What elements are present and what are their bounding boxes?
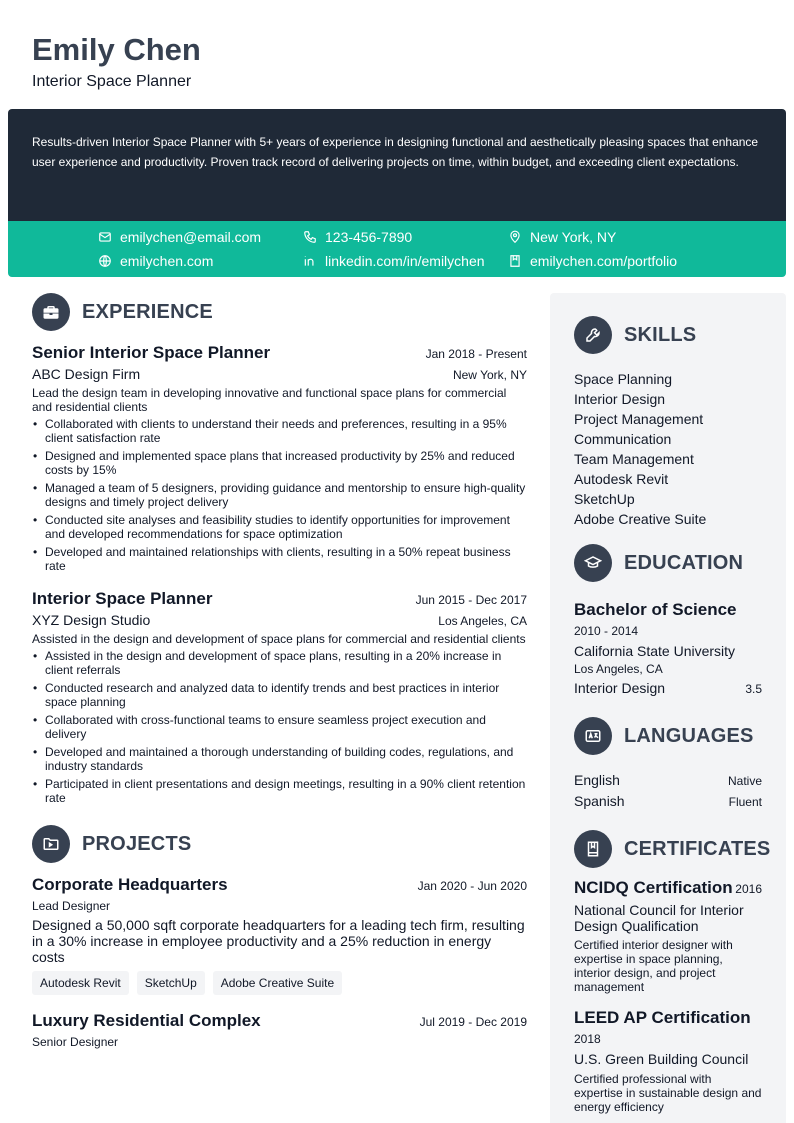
contact-email-text: emilychen@email.com (120, 229, 262, 245)
project-role: Lead Designer (32, 899, 111, 913)
experience-item (32, 589, 527, 805)
graduation-cap-icon (574, 544, 612, 582)
job-company: XYZ Design Studio (32, 612, 151, 628)
job-title: Senior Interior Space Planner (32, 343, 271, 362)
job-bullets (32, 417, 527, 573)
contact-location (508, 227, 616, 247)
education-gpa: 3.5 (745, 682, 762, 696)
education-school: California State University (574, 643, 736, 659)
skill-item: Team Management (574, 451, 694, 467)
summary-panel (8, 109, 786, 221)
project-dates: Jul 2019 - Dec 2019 (419, 1015, 527, 1029)
education-years: 2010 - 2014 (574, 624, 639, 638)
job-location: New York, NY (452, 368, 527, 382)
contact-phone[interactable] (303, 227, 412, 247)
certificate-item (574, 878, 762, 994)
sidebar-column (550, 293, 786, 1123)
education-section-header (574, 544, 762, 582)
project-description: Designed a 50,000 sqft corporate headquarters for a leading tech firm, resulting in a 30% increase in employee productivity and a 25% reduction in energy costs (32, 917, 525, 965)
job-bullet: • Conducted site analyses and feasibility studies to identify opportunities for improvement and developed recommendations for space optimization (32, 513, 527, 541)
mail-icon (98, 230, 112, 244)
job-bullet: • Participated in client presentations and design meetings, resulting in a 90% client retention rate (32, 777, 527, 805)
skill-item: SketchUp (574, 491, 635, 507)
job-company: ABC Design Firm (32, 366, 141, 382)
project-role: Senior Designer (32, 1035, 119, 1049)
briefcase-icon (32, 293, 70, 331)
education-field: Interior Design (574, 680, 666, 696)
summary-text: Results-driven Interior Space Planner with 5+ years of experience in designing functional and aesthetically pleasing spaces that enhance user experience and productivity. Proven track record of delivering projects on time, within budget, and exceeding client expectations. (32, 135, 759, 169)
experience-section-header (32, 293, 527, 331)
candidate-name: Emily Chen (32, 32, 201, 67)
phone-icon (303, 230, 317, 244)
experience-item (32, 343, 527, 573)
folder-icon (32, 825, 70, 863)
languages-list (574, 770, 762, 812)
language-level: Native (727, 774, 762, 788)
project-tags (32, 971, 527, 995)
portfolio-icon (508, 254, 522, 268)
contact-linkedin[interactable] (303, 251, 485, 271)
job-bullet: • Developed and maintained relationships with clients, resulting in a 50% repeat business rate (32, 545, 527, 573)
job-dates: Jun 2015 - Dec 2017 (415, 593, 527, 607)
certificate-name: LEED AP Certification (574, 1008, 751, 1027)
certificates-title: CERTIFICATES (624, 837, 771, 860)
certificate-name: NCIDQ Certification (574, 878, 733, 897)
resume-header (32, 30, 201, 91)
wrench-icon (574, 316, 612, 354)
project-item (32, 875, 527, 995)
job-description: Lead the design team in developing innovative and functional space plans for commercial and residential clients (32, 386, 507, 414)
job-description: Assisted in the design and development of space plans for commercial and residential clients (32, 632, 526, 646)
job-bullet: • Managed a team of 5 designers, providing guidance and mentorship to ensure high-quality designs and timely project delivery (32, 481, 527, 509)
certificate-year: 2018 (574, 1032, 601, 1046)
job-location: Los Angeles, CA (438, 614, 527, 628)
contact-location-text: New York, NY (530, 229, 617, 245)
project-name: Luxury Residential Complex (32, 1011, 261, 1030)
education-title: EDUCATION (624, 551, 744, 574)
skill-item: Project Management (574, 411, 704, 427)
skills-title: SKILLS (624, 323, 697, 346)
languages-title: LANGUAGES (624, 724, 754, 747)
tool-tag: Adobe Creative Suite (213, 971, 342, 995)
certificate-issuer: U.S. Green Building Council (574, 1051, 749, 1067)
projects-title: PROJECTS (82, 832, 192, 855)
translate-icon (574, 717, 612, 755)
certificate-item (574, 1008, 762, 1114)
job-bullets (32, 649, 527, 805)
tool-tag: SketchUp (137, 971, 205, 995)
certificate-description: Certified professional with expertise in sustainable design and energy efficiency (574, 1072, 762, 1114)
education-location: Los Angeles, CA (574, 662, 663, 676)
certificate-year: 2016 (735, 882, 762, 896)
contact-portfolio[interactable] (508, 251, 677, 271)
skills-list (574, 369, 762, 529)
skill-item: Communication (574, 431, 672, 447)
languages-section-header (574, 717, 762, 755)
skill-item: Adobe Creative Suite (574, 511, 707, 527)
projects-section-header (32, 825, 527, 863)
skills-section-header (574, 316, 762, 354)
skill-item: Space Planning (574, 371, 673, 387)
contact-linkedin-text: linkedin.com/in/emilychen (325, 253, 485, 269)
linkedin-icon (303, 254, 317, 268)
experience-title: EXPERIENCE (82, 300, 213, 323)
main-column (32, 293, 527, 1049)
certificates-section-header (574, 830, 771, 868)
job-bullet: • Assisted in the design and development of space plans, resulting in a 20% increase in client referrals (32, 649, 527, 677)
job-title: Interior Space Planner (32, 589, 213, 608)
language-name: Spanish (574, 793, 625, 809)
candidate-role: Interior Space Planner (32, 73, 192, 90)
language-level: Fluent (728, 795, 762, 809)
certificate-issuer: National Council for Interior Design Qualification (574, 902, 744, 934)
tool-tag: Autodesk Revit (32, 971, 129, 995)
language-item (574, 791, 762, 812)
globe-icon (98, 254, 112, 268)
language-item (574, 770, 762, 791)
contact-phone-text: 123-456-7890 (325, 229, 413, 245)
job-bullet: • Collaborated with cross-functional teams to ensure seamless project execution and delivery (32, 713, 527, 741)
education-field-row (574, 678, 762, 699)
job-bullet: • Developed and maintained a thorough understanding of building codes, regulations, and industry standards (32, 745, 527, 773)
language-name: English (574, 772, 620, 788)
project-dates: Jan 2020 - Jun 2020 (417, 879, 527, 893)
contact-portfolio-text: emilychen.com/portfolio (530, 253, 678, 269)
job-bullet: • Collaborated with clients to understand their needs and preferences, resulting in a 95% client satisfaction rate (32, 417, 527, 445)
contact-bar (8, 221, 786, 277)
skill-item: Interior Design (574, 391, 666, 407)
contact-website[interactable] (98, 251, 213, 271)
job-bullet: • Conducted research and analyzed data to identify trends and best practices in interior space planning (32, 681, 527, 709)
book-icon (574, 830, 612, 868)
skill-item: Autodesk Revit (574, 471, 669, 487)
location-pin-icon (508, 230, 522, 244)
job-dates: Jan 2018 - Present (425, 347, 527, 361)
education-degree: Bachelor of Science (574, 600, 737, 619)
project-name: Corporate Headquarters (32, 875, 228, 894)
job-bullet: • Designed and implemented space plans that increased productivity by 25% and reduced costs by 15% (32, 449, 527, 477)
contact-email[interactable] (98, 227, 261, 247)
contact-website-text: emilychen.com (120, 253, 214, 269)
certificate-description: Certified interior designer with expertise in space planning, interior design, and project management (574, 938, 733, 994)
project-item (32, 1011, 527, 1049)
